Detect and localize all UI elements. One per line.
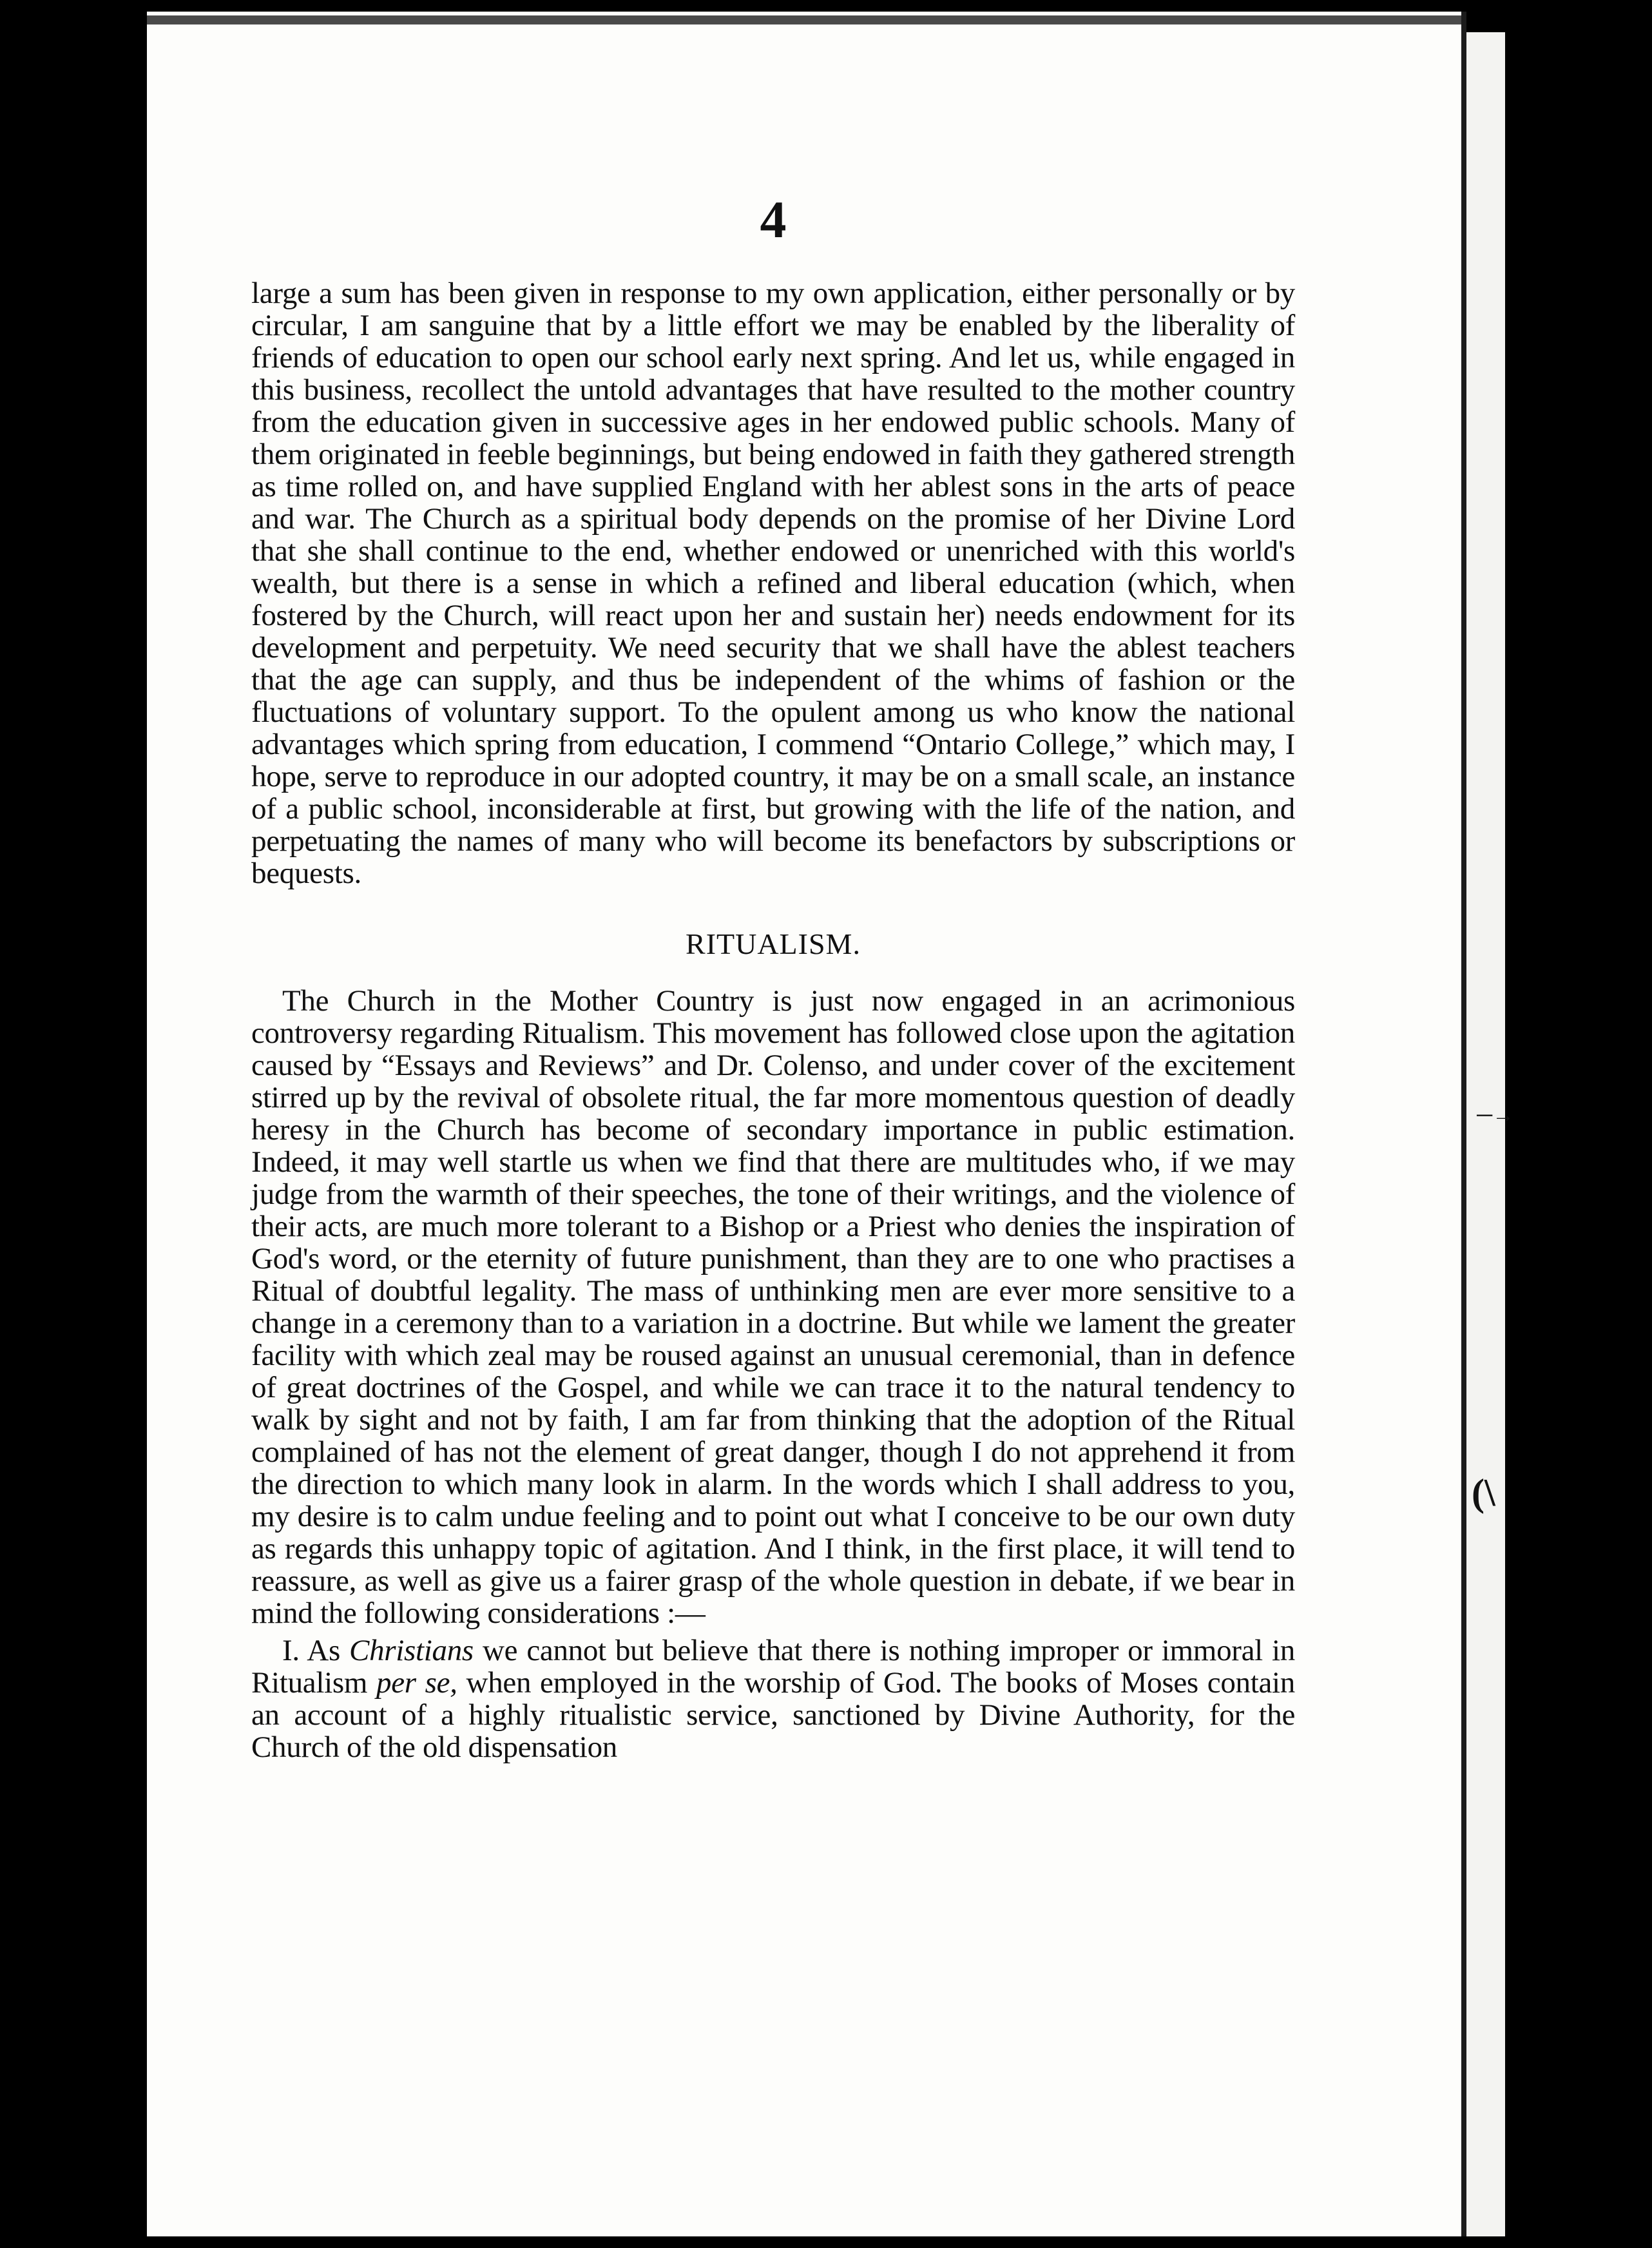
italic-term-per-se: per se, xyxy=(376,1666,457,1700)
section-heading-ritualism: RITUALISM. xyxy=(686,927,861,960)
page-content xyxy=(251,190,1296,1764)
page-number: 4 xyxy=(760,190,787,249)
text-run: I. As xyxy=(282,1634,350,1667)
margin-arrow-mark: ─→ xyxy=(1477,1103,1515,1127)
margin-bracket-mark: (\ xyxy=(1472,1471,1495,1514)
italic-term-christians: Christians xyxy=(349,1634,474,1667)
top-page-edge xyxy=(147,15,1461,24)
text-run: when employed in the worship of God. The books of Moses contain an account of a highly ritualistic service, sanctioned by Divine Authority, for the Church of the old dispensation xyxy=(251,1666,1296,1764)
facing-page-edge xyxy=(1466,32,1505,2236)
page-gutter xyxy=(1461,12,1466,2236)
paragraph-christians-ritual xyxy=(251,1634,1295,1763)
text-run: we cannot but believe that there is nothing improper or immoral in Ritualism xyxy=(251,1634,1295,1700)
paragraph-endowment: large a sum has been given in response to my own application, either personally or by circular, I am sanguine that by a little effort we may be enabled by the liberality of friends of education to open our school early next spring. And let us, while engaged in this business, recollect the untold advantages that have resulted to the mother country from the education given in successive ages in her endowed public schools. Many of them originated in feeble beginnings, but being endowed in faith they gathered strength as time rolled on, and have supplied England with her ablest sons in the arts of peace and war. The Church as a spiritual body depends on the promise of her Divine Lord that she shall continue to the end, whether endowed or unenriched with this world's wealth, but there is a sense in which a refined and liberal education (which, when fostered by the Church, will react upon her and sustain her) needs endowment for its development and perpetuity. We need security that we shall have the ablest teachers that the age can supply, and thus be independent of the whims of fashion or the fluctuations of voluntary support. To the opulent among us who know the national advantages which spring from education, I commend “Ontario College,” which may, I hope, serve to reproduce in our adopted country, it may be on a small scale, an instance of a public school, inconsiderable at first, but growing with the life of the nation, and perpetuating the names of many who will become its benefactors by subscriptions or bequests. xyxy=(251,276,1295,890)
paragraph-ritualism-controversy: The Church in the Mother Country is just now engaged in an acrimonious controversy regarding Ritualism. This movement has followed close upon the agitation caused by “Essays and Reviews” and Dr. Colenso, and under cover of the excitement stirred up by the revival of obsolete ritual, the far more momentous question of deadly heresy in the Church has become of secondary importance in public estimation. Indeed, it may well startle us when we find that there are multitudes who, if we may judge from the warmth of their speeches, the tone of their writings, and the violence of their acts, are much more tolerant to a Bishop or a Priest who denies the inspiration of God's word, or the eternity of future punishment, than they are to one who practises a Ritual of doubtful legality. The mass of unthinking men are ever more sensitive to a change in a ceremony than to a variation in a doctrine. But while we lament the greater facility with which zeal may be roused against an unusual ceremonial, than in defence of great doctrines of the Gospel, and while we can trace it to the natural tendency to walk by sight and not by faith, I am far from thinking that the adoption of the Ritual complained of has not the element of great danger, though I do not apprehend it from the direction to which many look in alarm. In the words which I shall address to you, my desire is to calm undue feeling and to point out what I conceive to be our own duty as regards this unhappy topic of agitation. And I think, in the first place, it will tend to reassure, as well as give us a fairer grasp of the whole question in debate, if we bear in mind the following considerations :— xyxy=(251,984,1295,1630)
